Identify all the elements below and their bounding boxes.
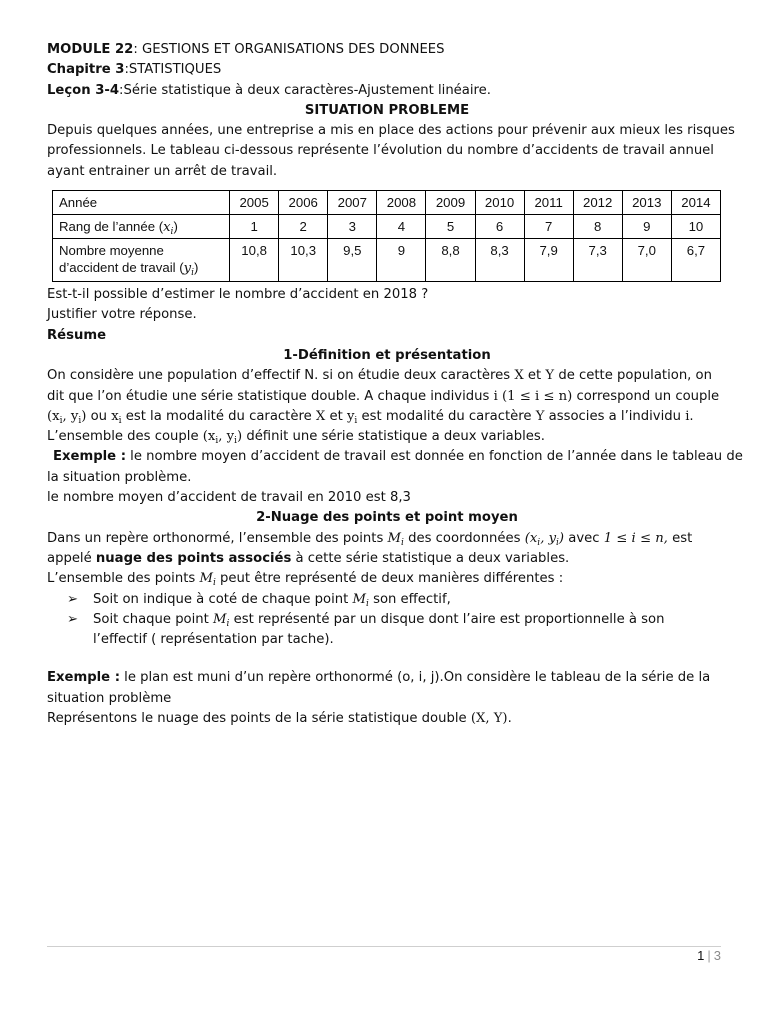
situation-line: Depuis quelques années, une entreprise a mis en place des actions pour prévenir aux mieux les risques [47,123,735,139]
situation-line: ayant entrainer un arrêt de travail. [47,163,278,179]
value-cell: 10,8 [230,239,279,282]
situation-title: SITUATION PROBLEME [304,102,470,118]
page-separator: | [707,948,711,963]
rank-cell: 9 [622,215,671,239]
page-footer [697,948,721,963]
rank-cell: 7 [524,215,573,239]
value-cell: 8,3 [475,239,524,282]
bullet-item: ➢ Soit chaque point $M_i$ est représenté par un disque dont l’aire est proportionnelle à son [67,611,665,629]
table-row-years [53,191,721,215]
value-cell: 9 [377,239,426,282]
rank-cell: 6 [475,215,524,239]
value-cell: 8,8 [426,239,475,282]
value-cell: 6,7 [671,239,720,282]
row-label-accidents: Nombre moyenne d’accident de travail $(y_i)$ [53,239,230,282]
row-label-year: Année [53,191,230,215]
spacer [47,650,727,668]
paragraph-line: On considère une population d’effectif N. si on étudie deux caractères X et Y de cette population, on [47,368,712,384]
module-label: MODULE 22 [47,42,134,57]
bullet-item: ➢ Soit on indique à coté de chaque point $M_i$ son effectif, [67,591,451,609]
example-line: le nombre moyen d’accident de travail en 2010 est 8,3 [47,490,411,506]
value-cell: 10,3 [279,239,328,282]
year-cell: 2011 [524,191,573,215]
value-cell: 9,5 [328,239,377,282]
section-title: 1-Définition et présentation [283,347,491,363]
chapter-title: :STATISTIQUES [124,62,222,78]
lesson-label: Leçon 3-4 [47,82,120,98]
rank-cell: 2 [279,215,328,239]
year-cell: 2008 [377,191,426,215]
accident-table [52,190,721,282]
footer-divider [47,946,721,947]
chapter-heading [47,60,727,80]
paragraph-line: dit que l’on étudie une série statistique double. A chaque individus i (1 ≤ i ≤ n) correspond un couple [47,388,720,404]
module-heading [47,40,727,60]
example-label: Exemple : [47,670,120,686]
year-cell: 2005 [230,191,279,215]
arrow-bullet-icon: ➢ [67,611,79,627]
example-line: Exemple : le nombre moyen d’accident de travail est donnée en fonction de l’année dans le tableau de [53,449,743,465]
section-title: 2-Nuage des points et point moyen [256,510,518,526]
year-cell: 2006 [279,191,328,215]
rank-cell: 8 [573,215,622,239]
chapter-label: Chapitre 3 [47,62,125,78]
rank-cell: 10 [671,215,720,239]
value-cell: 7,0 [622,239,671,282]
year-cell: 2014 [671,191,720,215]
paragraph-line: ($x_i$, $y_i$) ou $x_i$ est la modalité du caractère X et $y_i$ est modalité du caractère Y associes a l’individu i. [47,408,694,426]
value-cell: 7,3 [573,239,622,282]
value-cell: 7,9 [524,239,573,282]
example-line: Exemple : le plan est muni d’un repère orthonormé (o, i, j).On considère le tableau de la série de la [47,670,711,686]
example-line: Représentons le nuage des points de la série statistique double (X, Y). [47,711,512,727]
paragraph-line: appelé nuage des points associés à cette série statistique a deux variables. [47,550,570,566]
rank-cell: 5 [426,215,475,239]
rank-cell: 3 [328,215,377,239]
paragraph-line: L’ensemble des couple ($x_i$, $y_i$) définit une série statistique a deux variables. [47,429,545,447]
year-cell: 2013 [622,191,671,215]
paragraph-line: Dans un repère orthonormé, l’ensemble des points $M_i$ des coordonnées ($x_i$, $y_i$) avec 1 ≤ i ≤ n, est [47,530,693,548]
arrow-bullet-icon: ➢ [67,591,79,607]
question-line: Est-t-il possible d’estimer le nombre d’accident en 2018 ? [47,287,429,303]
example-line: la situation problème. [47,469,192,485]
rank-cell: 4 [377,215,426,239]
rank-cell: 1 [230,215,279,239]
example-line: situation problème [47,690,172,706]
year-cell: 2009 [426,191,475,215]
table-row-values [53,239,721,282]
row-label-rank: Rang de l’année $(x_i)$ [53,215,230,239]
lesson-heading [47,81,727,101]
page-total: 3 [713,948,721,963]
year-cell: 2012 [573,191,622,215]
lesson-title: :Série statistique à deux caractères-Ajustement linéaire. [119,82,491,98]
bullet-continuation: l’effectif ( représentation par tache). [93,632,334,648]
module-title: : GESTIONS ET ORGANISATIONS DES DONNEES [133,42,445,57]
year-cell: 2007 [328,191,377,215]
table-row-ranks [53,215,721,239]
question-line: Justifier votre réponse. [47,307,197,323]
page-number: 1 [697,948,705,963]
example-label: Exemple : [53,449,126,465]
paragraph-line: L’ensemble des points $M_i$ peut être représenté de deux manières différentes : [47,571,564,589]
document-body [47,40,743,729]
resume-title: Résume [47,327,107,343]
situation-line: professionnels. Le tableau ci-dessous représente l’évolution du nombre d’accidents de travail annuel [47,143,714,159]
year-cell: 2010 [475,191,524,215]
